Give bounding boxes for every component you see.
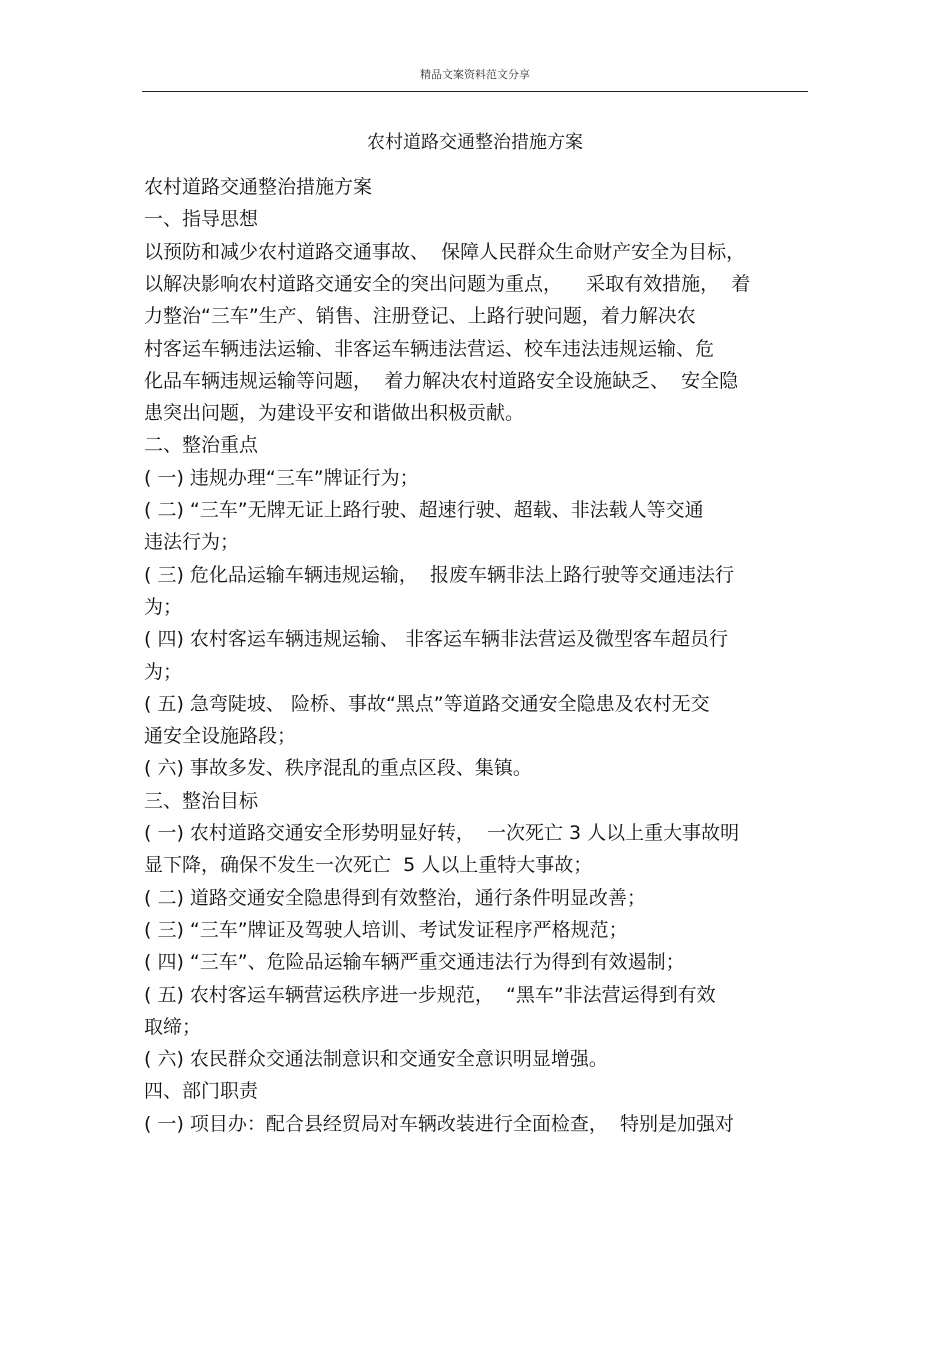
text-line: 农村道路交通整治措施方案 xyxy=(144,176,373,198)
text-line: ( 一) 违规办理“三车”牌证行为； xyxy=(144,466,419,489)
text-line: 四、部门职责 xyxy=(144,1080,259,1103)
page-header: 精品文案资料范文分享 xyxy=(420,68,530,81)
header-rule xyxy=(142,91,808,92)
text-line: ( 二) 道路交通安全隐患得到有效整治，通行条件明显改善； xyxy=(144,886,646,909)
text-line: 一、指导思想 xyxy=(144,208,259,231)
text-line: ( 六) 事故多发、秩序混乱的重点区段、集镇。 xyxy=(144,757,532,780)
text-line: ( 四) 农村客运车辆违规运输、 非客运车辆非法营运及微型客车超员行 xyxy=(144,628,728,651)
text-line: 力整治“三车”生产、销售、注册登记、上路行驶问题，着力解决农 xyxy=(144,305,696,328)
text-line: 化品车辆违规运输等问题， 着力解决农村道路安全设施缺乏、 安全隐 xyxy=(144,369,739,392)
text-line: 三、整治目标 xyxy=(144,789,259,812)
text-line: ( 六) 农民群众交通法制意识和交通安全意识明显增强。 xyxy=(144,1048,608,1071)
text-line: 村客运车辆违法运输、非客运车辆违法营运、校车违法违规运输、危 xyxy=(144,337,715,360)
text-line: 二、整治重点 xyxy=(144,434,259,457)
text-line: 以解决影响农村道路交通安全的突出问题为重点， 采取有效措施， 着 xyxy=(144,272,751,295)
text-line: ( 一) 项目办：配合县经贸局对车辆改装进行全面检查， 特别是加强对 xyxy=(144,1112,734,1135)
text-line: ( 五) 农村客运车辆营运秩序进一步规范， “黑车”非法营运得到有效 xyxy=(144,983,716,1006)
document-title: 农村道路交通整治措施方案 xyxy=(367,132,583,153)
text-line: 以预防和减少农村道路交通事故、 保障人民群众生命财产安全为目标， xyxy=(144,240,746,263)
text-line: ( 一) 农村道路交通安全形势明显好转， 一次死亡 3 人以上重大事故明 xyxy=(144,822,740,844)
text-line: 患突出问题，为建设平安和谐做出积极贡献。 xyxy=(144,402,525,425)
text-line: 通安全设施路段； xyxy=(144,725,297,748)
text-line: 显下降，确保不发生一次死亡 5 人以上重特大事故； xyxy=(144,854,593,877)
text-line: ( 五) 急弯陡坡、 险桥、事故“黑点”等道路交通安全隐患及农村无交 xyxy=(144,692,710,715)
text-line: ( 四) “三车”、危险品运输车辆严重交通违法行为得到有效遏制； xyxy=(144,951,685,974)
text-line: 为； xyxy=(144,660,183,683)
text-line: ( 二) “三车”无牌无证上路行驶、超速行驶、超载、非法载人等交通 xyxy=(144,499,704,521)
text-line: 违法行为； xyxy=(144,531,240,554)
text-line: 取缔； xyxy=(144,1015,202,1038)
text-line: 为； xyxy=(144,595,183,618)
text-line: ( 三) “三车”牌证及驾驶人培训、考试发证程序严格规范； xyxy=(144,918,628,941)
text-line: ( 三) 危化品运输车辆违规运输， 报废车辆非法上路行驶等交通违法行 xyxy=(144,563,734,586)
